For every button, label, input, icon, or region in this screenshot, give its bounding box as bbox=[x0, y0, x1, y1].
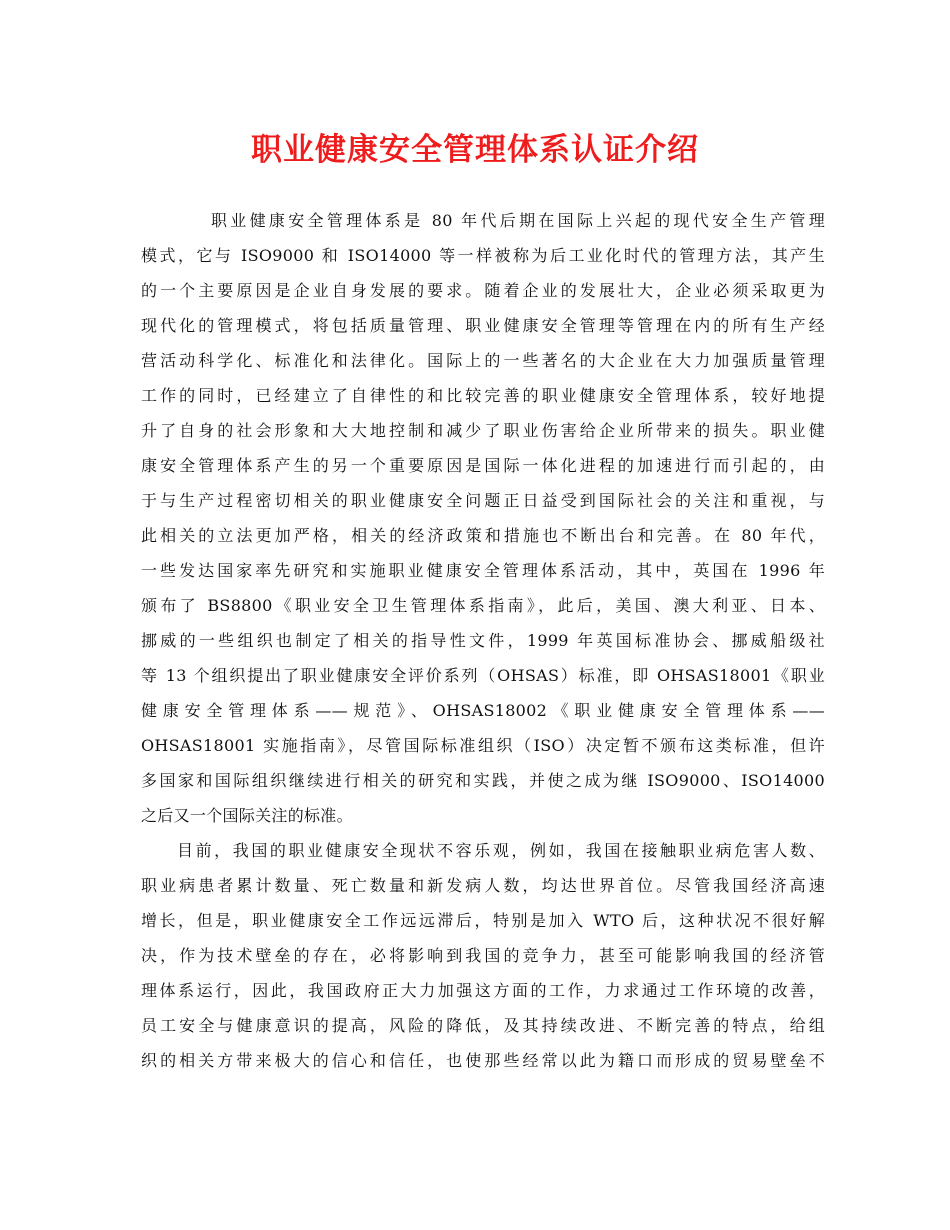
text-line: 的一个主要原因是企业自身发展的要求。随着企业的发展壮大，企业必须采取更为 bbox=[141, 281, 825, 300]
paragraph-2 bbox=[141, 833, 825, 1078]
text-line: 于与生产过程密切相关的职业健康安全问题正日益受到国际社会的关注和重视，与 bbox=[141, 491, 825, 510]
text-line: 模式，它与 ISO9000 和 ISO14000 等一样被称为后工业化时代的管理方法，其产生 bbox=[141, 246, 825, 265]
text-line: OHSAS18001 实施指南》，尽管国际标准组织（ISO）决定暂不颁布这类标准，但许 bbox=[141, 736, 825, 755]
text-line: 康安全管理体系产生的另一个重要原因是国际一体化进程的加速进行而引起的，由 bbox=[141, 456, 825, 475]
text-line: 等 13 个组织提出了职业健康安全评价系列（OHSAS）标准，即 OHSAS18001《职业 bbox=[141, 666, 825, 685]
text-line: 目前，我国的职业健康安全现状不容乐观，例如，我国在接触职业病危害人数、 bbox=[177, 841, 825, 860]
text-line: 之后又一个国际关注的标准。 bbox=[141, 806, 353, 825]
text-line: 现代化的管理模式，将包括质量管理、职业健康安全管理等管理在内的所有生产经 bbox=[141, 316, 825, 335]
text-line: 多国家和国际组织继续进行相关的研究和实践，并使之成为继 ISO9000、ISO14000 bbox=[141, 771, 825, 790]
text-line: 工作的同时，已经建立了自律性的和比较完善的职业健康安全管理体系，较好地提 bbox=[141, 386, 825, 405]
text-line: 理体系运行，因此，我国政府正大力加强这方面的工作，力求通过工作环境的改善， bbox=[141, 981, 825, 1000]
text-line: 颁布了 BS8800《职业安全卫生管理体系指南》，此后，美国、澳大利亚、日本、 bbox=[141, 596, 825, 615]
text-line: 挪威的一些组织也制定了相关的指导性文件，1999 年英国标准协会、挪威船级社 bbox=[141, 631, 825, 650]
text-line: 员工安全与健康意识的提高，风险的降低，及其持续改进、不断完善的特点，给组 bbox=[141, 1016, 825, 1035]
text-line: 职业健康安全管理体系是 80 年代后期在国际上兴起的现代安全生产管理 bbox=[211, 211, 825, 230]
text-line: 营活动科学化、标准化和法律化。国际上的一些著名的大企业在大力加强质量管理 bbox=[141, 351, 825, 370]
document-body bbox=[141, 203, 825, 1078]
text-line: 升了自身的社会形象和大大地控制和减少了职业伤害给企业所带来的损失。职业健 bbox=[141, 421, 825, 440]
text-line: 织的相关方带来极大的信心和信任，也使那些经常以此为籍口而形成的贸易壁垒不 bbox=[141, 1051, 825, 1070]
text-line: 健康安全管理体系——规范》、OHSAS18002《职业健康安全管理体系—— bbox=[141, 701, 825, 720]
text-line: 此相关的立法更加严格，相关的经济政策和措施也不断出台和完善。在 80 年代， bbox=[141, 526, 825, 545]
text-line: 职业病患者累计数量、死亡数量和新发病人数，均达世界首位。尽管我国经济高速 bbox=[141, 876, 825, 895]
text-line: 一些发达国家率先研究和实施职业健康安全管理体系活动，其中，英国在 1996 年 bbox=[141, 561, 825, 580]
document-title: 职业健康安全管理体系认证介绍 bbox=[251, 132, 699, 168]
text-line: 增长，但是，职业健康安全工作远远滞后，特别是加入 WTO 后，这种状况不很好解 bbox=[141, 911, 825, 930]
text-line: 决，作为技术壁垒的存在，必将影响到我国的竞争力，甚至可能影响我国的经济管 bbox=[141, 946, 825, 965]
paragraph-1 bbox=[141, 203, 825, 833]
